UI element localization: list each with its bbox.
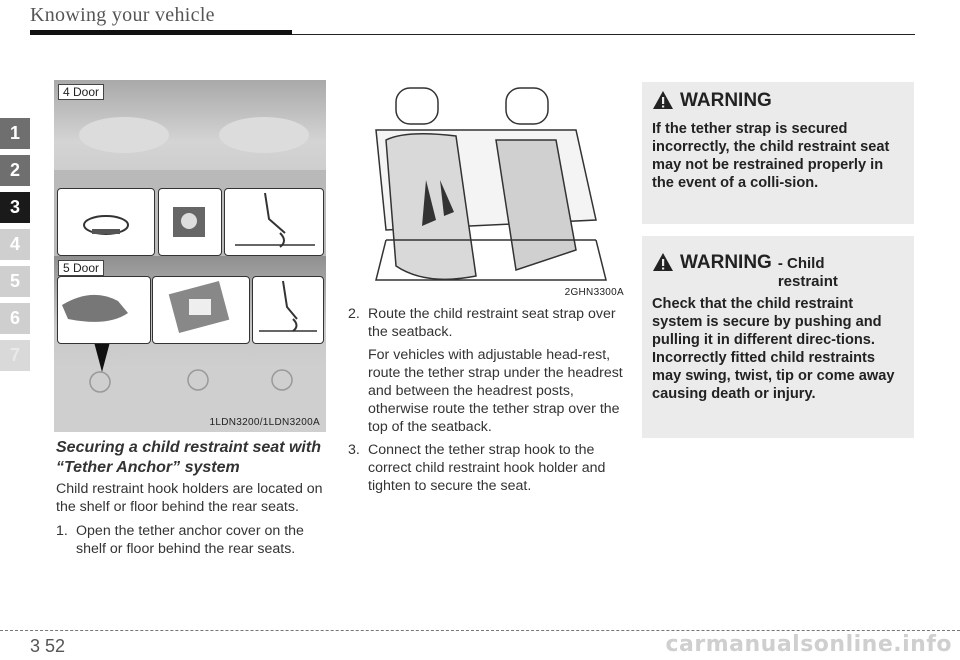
inset-hook xyxy=(224,188,324,256)
left-column-text xyxy=(56,480,328,563)
inset-hook-floor xyxy=(252,276,324,344)
step-text: Connect the tether strap hook to the correct child restraint hook holder and tighten to secure the seat. xyxy=(368,442,606,494)
child-seat-illustration xyxy=(346,80,624,298)
step-text: Open the tether anchor cover on the shelf or floor behind the rear seats. xyxy=(76,523,304,557)
step-2 xyxy=(348,305,624,341)
inset-cover-open xyxy=(158,188,222,256)
step-3 xyxy=(348,441,624,495)
step-2-note: For vehicles with adjustable head-rest, route the tether strap under the headrest and between the headrest posts, otherwise route the tether strap over the top of the seatback. xyxy=(368,347,623,435)
intro-paragraph: Child restraint hook holders are located on the shelf or floor behind the rear seats. xyxy=(56,481,323,515)
chapter-tab-4[interactable]: 4 xyxy=(0,229,30,260)
warning-text: Check that the child restraint system is secure by pushing and pulling it in different direc-tions. Incorrectly fitted child restraints may swing, twist, tip or come away causing death or injury. xyxy=(652,296,895,402)
warning-subtitle: - Child restraint xyxy=(777,255,838,290)
step-number: 3. xyxy=(348,442,360,458)
figure-label-5-door: 5 Door xyxy=(58,260,104,276)
inset-hand-open xyxy=(57,276,151,344)
figure-code-left: 1LDN3200/1LDN3200A xyxy=(209,417,320,428)
figure-5-door xyxy=(54,256,326,432)
section-title: Securing a child restraint seat with “Tether Anchor” system xyxy=(56,439,321,476)
header-rule-thin xyxy=(292,34,915,35)
inset-cover-closed xyxy=(57,188,155,256)
warning-triangle-icon xyxy=(652,252,674,272)
step-text: Route the child restraint seat strap over the seatback. xyxy=(368,306,616,340)
warning-box-1 xyxy=(642,82,914,224)
step-number: 1. xyxy=(56,523,68,539)
chapter-tab-3[interactable]: 3 xyxy=(0,192,30,223)
warning-box-2 xyxy=(642,236,914,438)
chapter-tab-7[interactable]: 7 xyxy=(0,340,30,371)
anchor-open-icon xyxy=(153,277,249,343)
warning-heading xyxy=(652,252,904,291)
warning-heading xyxy=(652,90,904,112)
warning-label: WARNING xyxy=(680,90,772,111)
chapter-tab-5[interactable]: 5 xyxy=(0,266,30,297)
footer-divider xyxy=(0,630,960,631)
chapter-tab-2[interactable]: 2 xyxy=(0,155,30,186)
warning-label: WARNING xyxy=(680,252,772,273)
page-number: 3 52 xyxy=(30,636,66,656)
figure-label-4-door: 4 Door xyxy=(58,84,104,100)
chapter-tab-6[interactable]: 6 xyxy=(0,303,30,334)
anchor-cover-icon xyxy=(58,189,154,255)
page-header-title: Knowing your vehicle xyxy=(30,4,215,26)
chapter-tabs xyxy=(0,118,40,377)
figure-code-right: 2GHN3300A xyxy=(564,287,624,298)
inset-cover-lifted xyxy=(152,276,250,344)
header-rule-thick xyxy=(30,30,292,35)
chapter-tab-1[interactable]: 1 xyxy=(0,118,30,149)
figure-seat-strap xyxy=(346,80,624,298)
step-1 xyxy=(56,522,328,558)
tether-hook-icon xyxy=(225,189,323,255)
step-number: 2. xyxy=(348,306,360,322)
watermark: carmanualsonline.info xyxy=(665,632,952,657)
anchor-open-icon xyxy=(159,189,221,255)
warning-triangle-icon xyxy=(652,90,674,110)
hand-icon xyxy=(58,277,150,343)
warning-text: If the tether strap is secured incorrectly, the child restraint seat may not be restrained properly in the event of a colli-sion. xyxy=(652,121,890,191)
figure-4-door xyxy=(54,80,326,256)
middle-column-text xyxy=(348,305,624,500)
tether-hook-icon xyxy=(253,277,323,343)
